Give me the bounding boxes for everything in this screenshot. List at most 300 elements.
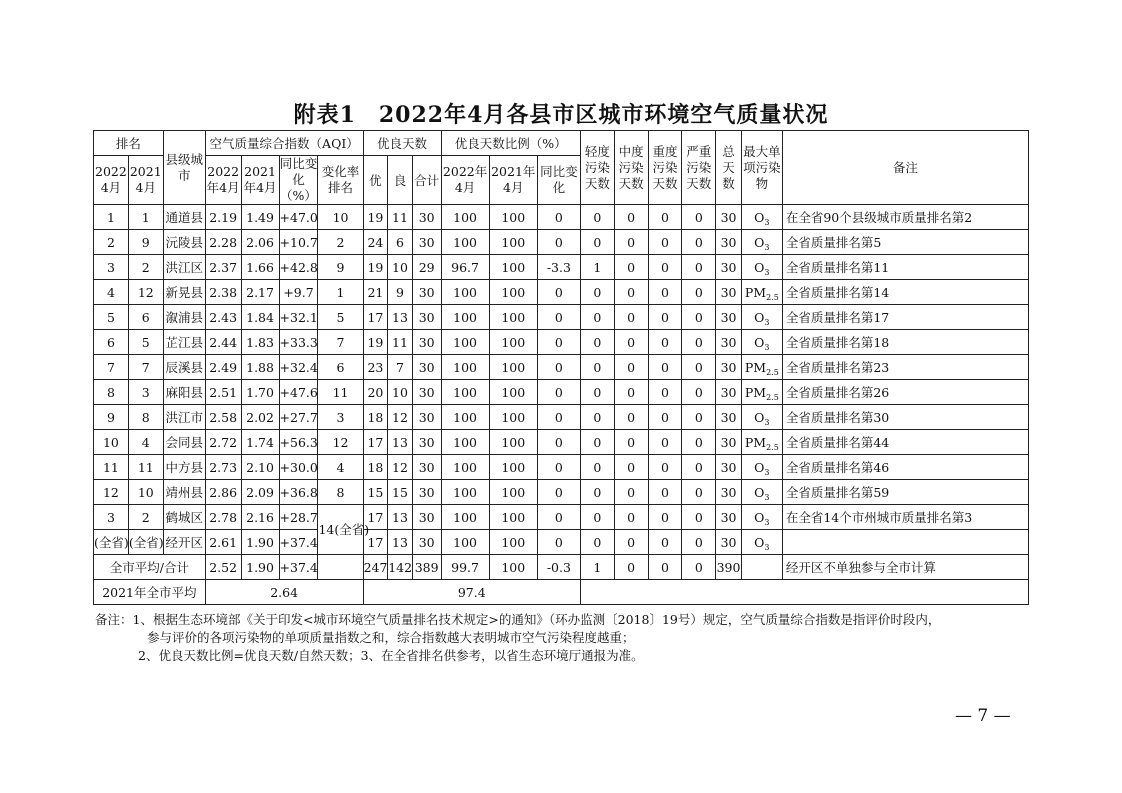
mod-cell: 0 [614,230,648,255]
mod-cell: 0 [614,505,648,530]
pollutant-subscript: 3 [764,317,770,327]
table-row [94,280,1029,305]
liang-cell: 11 [388,330,413,355]
aqi-2021-cell: 1.88 [241,355,279,380]
aqi-2021-cell: 1.84 [241,305,279,330]
liang-cell: 13 [388,305,413,330]
aqi-2022-cell: 2.38 [205,280,241,305]
remark-cell [782,530,1028,555]
heavy-cell: 0 [648,430,682,455]
county-header: 县级城市 [163,131,205,205]
days-cell: 30 [716,230,742,255]
pollutant-subscript: 2.5 [766,442,779,452]
you-cell: 15 [363,480,388,505]
days-cell: 30 [716,530,742,555]
pollutant-subscript: 3 [764,517,770,527]
mod-cell: 0 [614,530,648,555]
aqi-2021-cell: 1.70 [241,380,279,405]
change-rank-cell: 4 [318,455,363,480]
severe-cell: 0 [682,480,716,505]
liang-cell: 142 [388,555,413,580]
you-cell: 24 [363,230,388,255]
you-cell: 19 [363,205,388,230]
sum-cell: 30 [412,230,441,255]
days-cell: 30 [716,355,742,380]
remark-cell: 全省质量排名第11 [782,255,1028,280]
light-cell: 0 [580,355,614,380]
sum-cell: 30 [412,280,441,305]
mod-cell: 0 [614,305,648,330]
pollutant-name: O [754,234,765,250]
county-cell: 会同县 [163,430,205,455]
pchg-cell: 0 [537,480,580,505]
heavy-cell: 0 [648,405,682,430]
county-cell: 通道县 [163,205,205,230]
table-row-avg2021 [94,580,1029,605]
you-cell: 19 [363,330,388,355]
max-pollutant-cell [741,430,782,455]
heavy-cell: 0 [648,205,682,230]
avg2021-aqi-cell: 2.64 [205,580,363,605]
heavy-cell: 0 [648,280,682,305]
aqi-group-header: 空气质量综合指数（AQI） [205,131,363,156]
change-rank-cell: 5 [318,305,363,330]
liang-cell: 12 [388,405,413,430]
sum-cell: 30 [412,505,441,530]
pchg-cell: 0 [537,305,580,330]
heavy-cell: 0 [648,505,682,530]
you-cell: 20 [363,380,388,405]
severe-cell: 0 [682,530,716,555]
change-rank-cell [318,555,363,580]
aqi-2022-cell: 2.49 [205,355,241,380]
light-cell: 0 [580,430,614,455]
liang-cell: 10 [388,380,413,405]
pollutant-name: PM [744,359,767,375]
aqi-2022-header: 2022年4月 [205,156,241,205]
pollutant-name: PM [744,384,767,400]
county-cell: 新晃县 [163,280,205,305]
you-cell: 17 [363,505,388,530]
days-cell: 30 [716,380,742,405]
sum-cell: 30 [412,455,441,480]
ratio-2021-header: 2021年4月 [489,156,537,205]
p21-cell: 100 [489,205,537,230]
severe-pollution-header: 严重污染天数 [682,131,716,205]
aqi-2022-cell: 2.58 [205,405,241,430]
heavy-cell: 0 [648,480,682,505]
rank-2021-cell: 11 [128,455,163,480]
days-cell: 30 [716,455,742,480]
liang-cell: 7 [388,355,413,380]
total-label-cell: 全市平均/合计 [94,555,206,580]
aqi-2021-cell: 1.90 [241,530,279,555]
liang-header: 良 [388,156,413,205]
aqi-change-header: 同比变化（%） [279,156,318,203]
sum-cell: 30 [412,405,441,430]
rank-2021-cell: 1 [128,205,163,230]
p21-cell: 100 [489,505,537,530]
remark-cell: 全省质量排名第23 [782,355,1028,380]
heavy-cell: 0 [648,380,682,405]
rank-2022-cell: 11 [94,455,129,480]
p22-cell: 100 [441,380,489,405]
light-cell: 0 [580,530,614,555]
aqi-change-cell: +28.7 [279,505,318,530]
table-row [94,305,1029,330]
aqi-2021-cell: 2.06 [241,230,279,255]
sum-cell: 30 [412,480,441,505]
sum-cell: 30 [412,330,441,355]
aqi-change-cell: +10.7 [279,230,318,255]
liang-cell: 6 [388,230,413,255]
liang-cell: 15 [388,480,413,505]
light-cell: 0 [580,305,614,330]
remark-cell: 全省质量排名第17 [782,305,1028,330]
p21-cell: 100 [489,480,537,505]
aqi-change-cell: +30.0 [279,455,318,480]
mod-cell: 0 [614,480,648,505]
sum-cell: 30 [412,205,441,230]
max-pollutant-cell [741,505,782,530]
sum-cell: 30 [412,305,441,330]
change-rank-cell: 1 [318,280,363,305]
good-days-header: 优良天数 [363,131,441,156]
pollutant-subscript: 3 [764,267,770,277]
light-cell: 0 [580,230,614,255]
light-cell: 0 [580,505,614,530]
severe-cell: 0 [682,505,716,530]
note-line-2: 参与评价的各项污染物的单项质量指数之和，综合指数越大表明城市空气污染程度越重； [147,630,635,645]
liang-cell: 10 [388,255,413,280]
mod-cell: 0 [614,555,648,580]
aqi-2022-cell: 2.61 [205,530,241,555]
light-cell: 0 [580,380,614,405]
severe-cell: 0 [682,455,716,480]
table-row [94,405,1029,430]
rank-2022-header: 2022 4月 [94,156,129,205]
you-cell: 247 [363,555,388,580]
pollutant-name: O [754,534,765,550]
change-rank-cell: 11 [318,380,363,405]
max-pollutant-cell [741,280,782,305]
p22-cell: 100 [441,205,489,230]
county-cell: 芷江县 [163,330,205,355]
aqi-2021-cell: 1.83 [241,330,279,355]
city-rank-note-2021-cell: (全省) [128,530,163,555]
p21-cell: 100 [489,280,537,305]
pchg-cell: -0.3 [537,555,580,580]
aqi-change-cell: +47.6 [279,380,318,405]
aqi-2021-header: 2021年4月 [241,156,279,205]
note-line-3: 2、优良天数比例=优良天数/自然天数；3、在全省排名供参考，以省生态环境厅通报为准。 [138,648,644,663]
p21-cell: 100 [489,330,537,355]
sum-cell: 30 [412,380,441,405]
rank-2022-cell: 3 [94,255,129,280]
table-row [94,205,1029,230]
remark-cell: 全省质量排名第5 [782,230,1028,255]
pollutant-subscript: 2.5 [766,367,779,377]
aqi-2022-cell: 2.86 [205,480,241,505]
county-cell: 鹤城区 [163,505,205,530]
pollutant-subscript: 3 [764,492,770,502]
table-body [94,131,1029,605]
rank-2022-cell: 1 [94,205,129,230]
days-cell: 30 [716,405,742,430]
remark-cell: 全省质量排名第59 [782,480,1028,505]
city-rank-2022-cell: 3 [94,505,129,530]
aqi-change-cell: +27.7 [279,405,318,430]
moderate-pollution-header: 中度污染天数 [614,131,648,205]
aqi-2022-cell: 2.52 [205,555,241,580]
pchg-cell: 0 [537,330,580,355]
severe-cell: 0 [682,305,716,330]
avg2021-ratio-cell: 97.4 [363,580,580,605]
table-row-hecheng [94,505,1029,530]
county-cell: 经开区 [163,530,205,555]
aqi-2022-cell: 2.19 [205,205,241,230]
max-pollutant-cell [741,330,782,355]
liang-cell: 11 [388,205,413,230]
pchg-cell: 0 [537,505,580,530]
city-change-rank-cell: 14(全省) [318,505,363,555]
max-pollutant-cell [741,205,782,230]
p21-cell: 100 [489,405,537,430]
pollutant-name: PM [744,434,767,450]
severe-cell: 0 [682,555,716,580]
p22-cell: 100 [441,480,489,505]
aqi-change-cell: +9.7 [279,280,318,305]
note-line-1: 备注：1、根据生态环境部《关于印发<城市环境空气质量排名技术规定>的通知》（环办监测〔2018〕19号）规定，空气质量综合指数是指评价时段内， [95,612,941,627]
max-pollutant-cell [741,355,782,380]
mod-cell: 0 [614,355,648,380]
aqi-change-cell: +47.0 [279,205,318,230]
pollutant-subscript: 3 [764,467,770,477]
change-rank-cell: 6 [318,355,363,380]
county-cell: 中方县 [163,455,205,480]
mod-cell: 0 [614,380,648,405]
max-pollutant-header: 最大单项污染物 [741,131,782,205]
rank-2021-cell: 2 [128,255,163,280]
rank-2022-cell: 5 [94,305,129,330]
severe-cell: 0 [682,355,716,380]
severe-cell: 0 [682,280,716,305]
heavy-cell: 0 [648,330,682,355]
pchg-cell: 0 [537,380,580,405]
liang-cell: 12 [388,455,413,480]
county-cell: 沅陵县 [163,230,205,255]
pchg-cell: 0 [537,455,580,480]
table-row [94,480,1029,505]
rank-2021-cell: 4 [128,430,163,455]
pollutant-name: O [754,484,765,500]
heavy-pollution-header: 重度污染天数 [648,131,682,205]
rank-2021-cell: 12 [128,280,163,305]
you-cell: 23 [363,355,388,380]
pollutant-subscript: 2.5 [766,392,779,402]
rank-2022-cell: 7 [94,355,129,380]
max-pollutant-cell [741,555,782,580]
liang-cell: 13 [388,530,413,555]
table-row [94,230,1029,255]
rank-2021-cell: 8 [128,405,163,430]
mod-cell: 0 [614,205,648,230]
light-cell: 1 [580,255,614,280]
p22-cell: 99.7 [441,555,489,580]
change-rank-cell: 2 [318,230,363,255]
ratio-2022-header: 2022年4月 [441,156,489,205]
heavy-cell: 0 [648,455,682,480]
remark-header: 备注 [782,131,1028,205]
you-cell: 17 [363,530,388,555]
table-row [94,255,1029,280]
severe-cell: 0 [682,430,716,455]
pchg-cell: 0 [537,430,580,455]
aqi-2022-cell: 2.78 [205,505,241,530]
remark-cell: 在全省90个县级城市质量排名第2 [782,205,1028,230]
pollutant-name: O [754,409,765,425]
light-cell: 0 [580,330,614,355]
change-rank-cell: 3 [318,405,363,430]
aqi-change-cell: +32.1 [279,305,318,330]
change-rank-header: 变化率排名 [318,156,363,205]
county-cell: 辰溪县 [163,355,205,380]
change-rank-cell: 12 [318,430,363,455]
p22-cell: 100 [441,505,489,530]
aqi-change-cell: +33.3 [279,330,318,355]
table-row [94,330,1029,355]
ratio-change-header: 同比变化 [537,156,580,205]
aqi-change-cell: +37.4 [279,555,318,580]
rank-2021-cell: 9 [128,230,163,255]
pollutant-subscript: 3 [764,342,770,352]
table-row [94,380,1029,405]
table-row-total [94,555,1029,580]
p22-cell: 100 [441,455,489,480]
you-cell: 17 [363,430,388,455]
p21-cell: 100 [489,430,537,455]
rank-2022-cell: 9 [94,405,129,430]
p21-cell: 100 [489,355,537,380]
p22-cell: 100 [441,405,489,430]
table-row [94,430,1029,455]
p22-cell: 100 [441,280,489,305]
severe-cell: 0 [682,205,716,230]
p22-cell: 100 [441,230,489,255]
pollutant-name: O [754,259,765,275]
heavy-cell: 0 [648,355,682,380]
days-cell: 30 [716,330,742,355]
p22-cell: 100 [441,430,489,455]
county-cell: 麻阳县 [163,380,205,405]
aqi-2022-cell: 2.72 [205,430,241,455]
change-rank-cell: 7 [318,330,363,355]
you-cell: 18 [363,405,388,430]
rank-2022-cell: 8 [94,380,129,405]
days-cell: 30 [716,205,742,230]
liang-cell: 9 [388,280,413,305]
city-rank-2021-cell: 2 [128,505,163,530]
light-pollution-header: 轻度污染天数 [580,131,614,205]
rank-2022-cell: 6 [94,330,129,355]
mod-cell: 0 [614,330,648,355]
aqi-2021-cell: 1.74 [241,430,279,455]
air-quality-table [93,130,1029,605]
change-rank-cell: 8 [318,480,363,505]
rank-2021-header: 2021 4月 [128,156,163,205]
sum-cell: 30 [412,430,441,455]
heavy-cell: 0 [648,255,682,280]
rank-2021-cell: 5 [128,330,163,355]
remark-cell: 全省质量排名第18 [782,330,1028,355]
rank-2022-cell: 12 [94,480,129,505]
aqi-2021-cell: 2.16 [241,505,279,530]
notes [95,611,1045,665]
pollutant-name: O [754,209,765,225]
max-pollutant-cell [741,530,782,555]
you-cell: 21 [363,280,388,305]
severe-cell: 0 [682,405,716,430]
days-cell: 30 [716,505,742,530]
avg2021-label-cell: 2021年全市平均 [94,580,206,605]
county-cell: 溆浦县 [163,305,205,330]
days-cell: 30 [716,255,742,280]
light-cell: 0 [580,405,614,430]
p21-cell: 100 [489,255,537,280]
mod-cell: 0 [614,430,648,455]
p22-cell: 100 [441,330,489,355]
you-cell: 18 [363,455,388,480]
sum-header: 合计 [412,156,441,205]
aqi-2021-cell: 2.09 [241,480,279,505]
aqi-2022-cell: 2.37 [205,255,241,280]
days-cell: 30 [716,430,742,455]
aqi-change-cell: +42.8 [279,255,318,280]
aqi-2021-cell: 1.90 [241,555,279,580]
table-row [94,455,1029,480]
remark-cell: 全省质量排名第44 [782,430,1028,455]
heavy-cell: 0 [648,305,682,330]
pollutant-subscript: 3 [764,217,770,227]
sum-cell: 30 [412,355,441,380]
pchg-cell: 0 [537,205,580,230]
days-cell: 30 [716,280,742,305]
heavy-cell: 0 [648,555,682,580]
change-rank-cell: 10 [318,205,363,230]
avg2021-blank-cell [580,580,1028,605]
remark-cell: 全省质量排名第14 [782,280,1028,305]
pollutant-name: O [754,309,765,325]
page-title: 附表1 2022年4月各县市区城市环境空气质量状况 [293,102,829,128]
heavy-cell: 0 [648,530,682,555]
p21-cell: 100 [489,230,537,255]
light-cell: 0 [580,280,614,305]
table-row [94,355,1029,380]
max-pollutant-cell [741,255,782,280]
liang-cell: 13 [388,430,413,455]
heavy-cell: 0 [648,230,682,255]
mod-cell: 0 [614,455,648,480]
pchg-cell: 0 [537,280,580,305]
aqi-2021-cell: 2.10 [241,455,279,480]
aqi-2022-cell: 2.51 [205,380,241,405]
p21-cell: 100 [489,555,537,580]
rank-2022-cell: 4 [94,280,129,305]
city-rank-note-2022-cell: (全省) [94,530,129,555]
aqi-2022-cell: 2.73 [205,455,241,480]
mod-cell: 0 [614,280,648,305]
p21-cell: 100 [489,530,537,555]
